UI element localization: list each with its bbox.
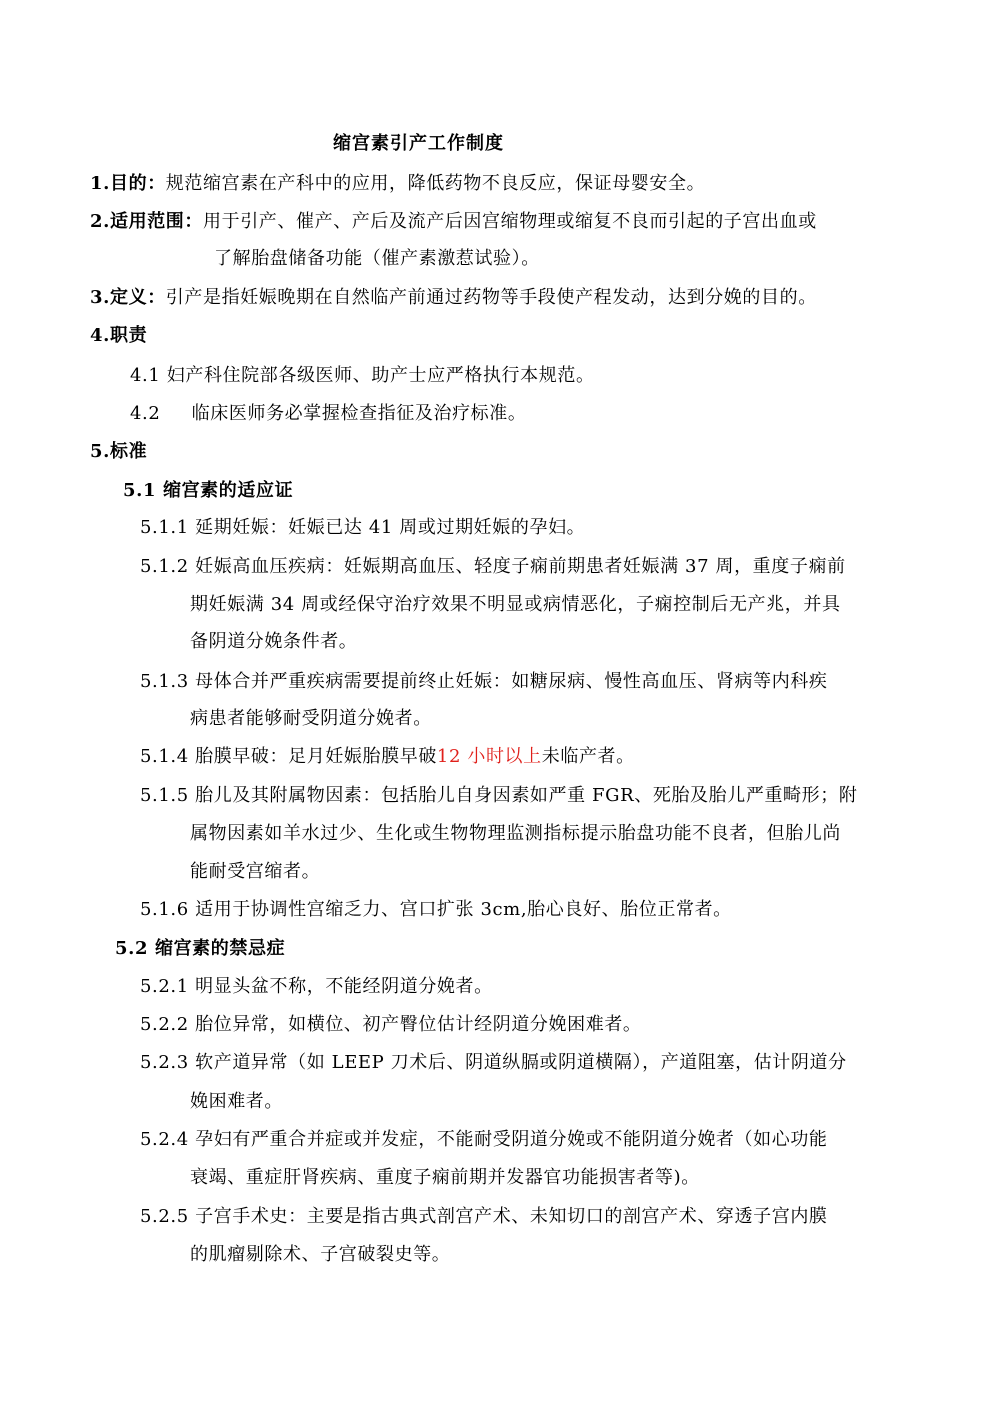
contraindications-heading: 5.2 缩宫素的禁忌症 bbox=[115, 938, 286, 959]
section-definition bbox=[90, 286, 817, 310]
indication-item-continued: 备阴道分娩条件者。 bbox=[190, 631, 358, 652]
indication-item-continued: 病患者能够耐受阴道分娩者。 bbox=[190, 708, 432, 729]
contraindication-item-continued: 衰竭、重症肝肾疾病、重度子痫前期并发器官功能损害者等)。 bbox=[190, 1167, 700, 1188]
standards-heading: 5.标准 bbox=[90, 441, 148, 462]
duties-heading: 4.职责 bbox=[90, 325, 148, 346]
scope-label: 2.适用范围： bbox=[90, 211, 203, 232]
page-title: 缩宫素引产工作制度 bbox=[333, 133, 504, 154]
purpose-text: 规范缩宫素在产科中的应用，降低药物不良反应，保证母婴安全。 bbox=[165, 173, 706, 194]
indication-item: 5.1.6 适用于协调性宫缩乏力、宫口扩张 3cm,胎心良好、胎位正常者。 bbox=[140, 899, 732, 920]
contraindication-item: 5.2.1 明显头盆不称，不能经阴道分娩者。 bbox=[140, 976, 493, 997]
indication-item bbox=[140, 745, 635, 769]
duties-item: 4.1 妇产科住院部各级医师、助产士应严格执行本规范。 bbox=[130, 365, 595, 386]
scope-text-continued: 了解胎盘储备功能（催产素激惹试验）。 bbox=[214, 248, 540, 269]
scope-text: 用于引产、催产、产后及流产后因宫缩物理或缩复不良而引起的子宫出血或 bbox=[203, 211, 817, 232]
contraindication-item: 5.2.5 子宫手术史：主要是指古典式剖宫产术、未知切口的剖宫产术、穿透子宫内膜 bbox=[140, 1206, 828, 1227]
contraindication-item: 5.2.2 胎位异常，如横位、初产臀位估计经阴道分娩困难者。 bbox=[140, 1014, 642, 1035]
purpose-label: 1.目的： bbox=[90, 173, 166, 194]
indication-item: 5.1.3 母体合并严重疾病需要提前终止妊娠：如糖尿病、慢性高血压、肾病等内科疾 bbox=[140, 671, 828, 692]
indication-item-continued: 属物因素如羊水过少、生化或生物物理监测指标提示胎盘功能不良者，但胎儿尚 bbox=[190, 823, 841, 844]
section-purpose bbox=[90, 172, 705, 196]
indication-item: 5.1.1 延期妊娠：妊娠已达 41 周或过期妊娠的孕妇。 bbox=[140, 517, 586, 538]
indication-text: 未临产者。 bbox=[541, 746, 635, 767]
indication-item-continued: 能耐受宫缩者。 bbox=[190, 861, 321, 882]
contraindication-item: 5.2.3 软产道异常（如 LEEP 刀术后、阴道纵膈或阴道横隔），产道阻塞，估计阴道分 bbox=[140, 1052, 847, 1073]
indication-item: 5.1.2 妊娠高血压疾病：妊娠期高血压、轻度子痫前期患者妊娠满 37 周，重度子痫前 bbox=[140, 556, 846, 577]
definition-label: 3.定义： bbox=[90, 287, 166, 308]
indications-heading: 5.1 缩宫素的适应证 bbox=[123, 480, 294, 501]
section-scope bbox=[90, 210, 817, 234]
contraindication-item-continued: 娩困难者。 bbox=[190, 1091, 283, 1112]
indication-item: 5.1.5 胎儿及其附属物因素：包括胎儿自身因素如严重 FGR、死胎及胎儿严重畸形；附 bbox=[140, 785, 858, 806]
definition-text: 引产是指妊娠晚期在自然临产前通过药物等手段使产程发动，达到分娩的目的。 bbox=[165, 287, 817, 308]
indication-item-continued: 期妊娠满 34 周或经保守治疗效果不明显或病情恶化，子痫控制后无产兆，并具 bbox=[190, 594, 841, 615]
indication-text: 5.1.4 胎膜早破：足月妊娠胎膜早破 bbox=[140, 746, 437, 767]
duties-item: 4.2 临床医师务必掌握检查指征及治疗标准。 bbox=[130, 403, 527, 424]
contraindication-item-continued: 的肌瘤剔除术、子宫破裂史等。 bbox=[190, 1244, 451, 1265]
highlighted-duration: 12 小时以上 bbox=[436, 746, 542, 767]
contraindication-item: 5.2.4 孕妇有严重合并症或并发症，不能耐受阴道分娩或不能阴道分娩者（如心功能 bbox=[140, 1129, 828, 1150]
